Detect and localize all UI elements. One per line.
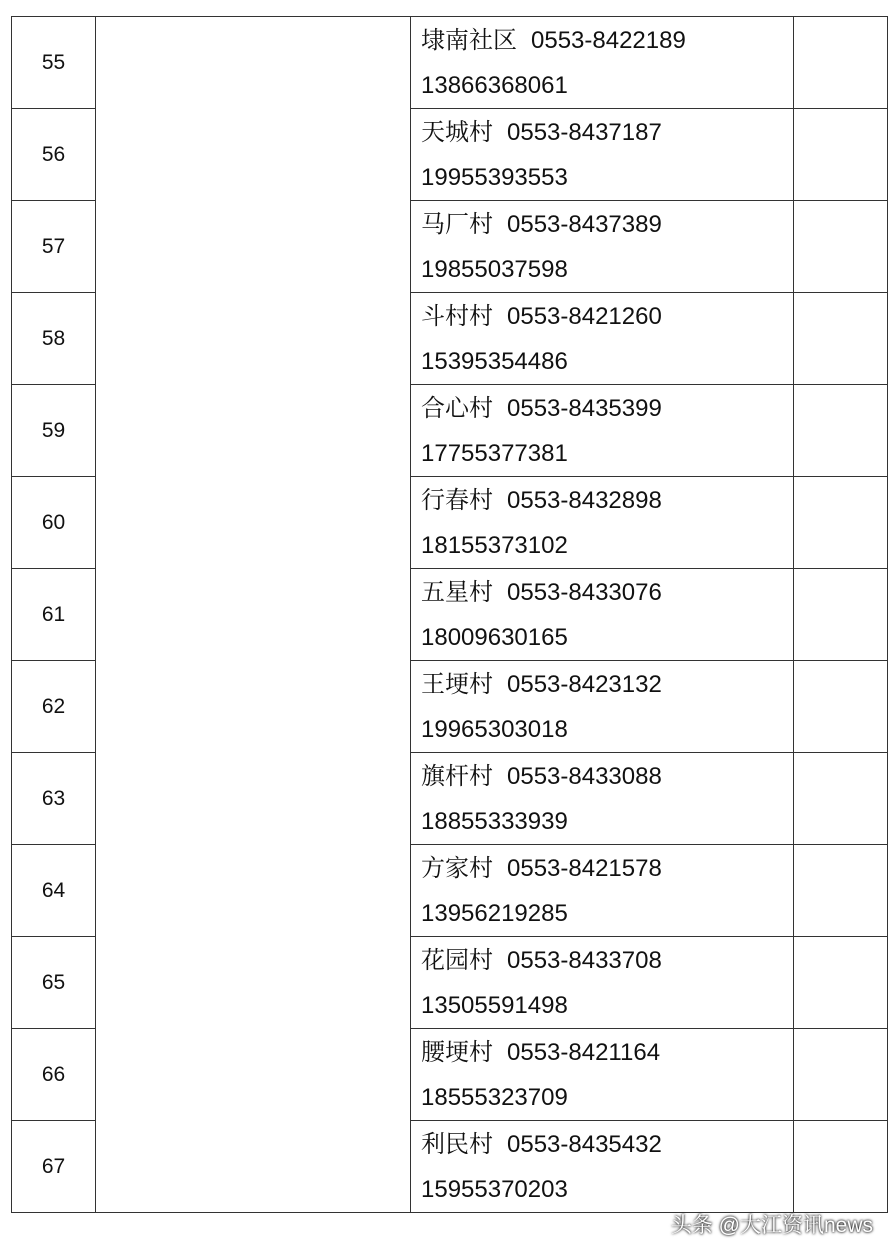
village-name: 埭南社区 bbox=[421, 26, 517, 54]
row-number: 64 bbox=[12, 845, 96, 937]
empty-cell bbox=[794, 845, 888, 937]
empty-cell bbox=[794, 1029, 888, 1121]
landline-phone: 0553-8437187 bbox=[507, 118, 662, 146]
mobile-phone: 13956219285 bbox=[421, 899, 568, 927]
contact-cell bbox=[411, 385, 794, 477]
landline-phone: 0553-8421260 bbox=[507, 302, 662, 330]
contact-line bbox=[421, 1122, 793, 1167]
contact-line bbox=[421, 386, 793, 431]
contact-cell bbox=[411, 753, 794, 845]
mobile-phone: 19965303018 bbox=[421, 715, 568, 743]
row-number: 65 bbox=[12, 937, 96, 1029]
row-number: 62 bbox=[12, 661, 96, 753]
row-number: 57 bbox=[12, 201, 96, 293]
row-number: 56 bbox=[12, 109, 96, 201]
contact-line bbox=[421, 294, 793, 339]
mobile-phone: 13505591498 bbox=[421, 991, 568, 1019]
village-name: 合心村 bbox=[421, 394, 493, 422]
contact-line bbox=[421, 18, 793, 63]
village-name: 花园村 bbox=[421, 946, 493, 974]
row-number: 58 bbox=[12, 293, 96, 385]
contact-line bbox=[421, 202, 793, 247]
row-number: 59 bbox=[12, 385, 96, 477]
landline-phone: 0553-8433088 bbox=[507, 762, 662, 790]
empty-cell bbox=[794, 293, 888, 385]
village-name: 五星村 bbox=[421, 578, 493, 606]
landline-phone: 0553-8437389 bbox=[507, 210, 662, 238]
landline-phone: 0553-8423132 bbox=[507, 670, 662, 698]
contact-line bbox=[421, 938, 793, 983]
village-name: 方家村 bbox=[421, 854, 493, 882]
contact-line bbox=[421, 478, 793, 523]
contact-line bbox=[421, 110, 793, 155]
merged-empty-cell bbox=[96, 17, 411, 1213]
contact-cell bbox=[411, 569, 794, 661]
mobile-phone: 17755377381 bbox=[421, 439, 568, 467]
contact-cell bbox=[411, 109, 794, 201]
mobile-phone: 18555323709 bbox=[421, 1083, 568, 1111]
mobile-phone: 18009630165 bbox=[421, 623, 568, 651]
contact-line bbox=[421, 570, 793, 615]
landline-phone: 0553-8432898 bbox=[507, 486, 662, 514]
landline-phone: 0553-8433708 bbox=[507, 946, 662, 974]
mobile-phone: 18855333939 bbox=[421, 807, 568, 835]
contact-cell bbox=[411, 661, 794, 753]
empty-cell bbox=[794, 109, 888, 201]
contact-cell bbox=[411, 1121, 794, 1213]
contact-line bbox=[421, 1030, 793, 1075]
row-number: 67 bbox=[12, 1121, 96, 1213]
village-name: 王埂村 bbox=[421, 670, 493, 698]
village-name: 利民村 bbox=[421, 1130, 493, 1158]
landline-phone: 0553-8421578 bbox=[507, 854, 662, 882]
landline-phone: 0553-8421164 bbox=[507, 1038, 661, 1066]
village-name: 行春村 bbox=[421, 486, 493, 514]
mobile-phone: 19955393553 bbox=[421, 163, 568, 191]
row-number: 60 bbox=[12, 477, 96, 569]
empty-cell bbox=[794, 661, 888, 753]
mobile-phone: 18155373102 bbox=[421, 531, 568, 559]
landline-phone: 0553-8435432 bbox=[507, 1130, 662, 1158]
contact-cell bbox=[411, 937, 794, 1029]
row-number: 61 bbox=[12, 569, 96, 661]
contact-line bbox=[421, 846, 793, 891]
empty-cell bbox=[794, 753, 888, 845]
mobile-phone: 15955370203 bbox=[421, 1175, 568, 1203]
row-number: 55 bbox=[12, 17, 96, 109]
empty-cell bbox=[794, 201, 888, 293]
contact-cell bbox=[411, 1029, 794, 1121]
village-name: 旗杆村 bbox=[421, 762, 493, 790]
contact-table bbox=[11, 16, 888, 1213]
village-name: 马厂村 bbox=[421, 210, 493, 238]
empty-cell bbox=[794, 569, 888, 661]
row-number: 66 bbox=[12, 1029, 96, 1121]
empty-cell bbox=[794, 937, 888, 1029]
mobile-phone: 13866368061 bbox=[421, 71, 568, 99]
contact-cell bbox=[411, 293, 794, 385]
village-name: 腰埂村 bbox=[421, 1038, 493, 1066]
contact-cell bbox=[411, 201, 794, 293]
row-number: 63 bbox=[12, 753, 96, 845]
village-name: 天城村 bbox=[421, 118, 493, 146]
landline-phone: 0553-8433076 bbox=[507, 578, 662, 606]
contact-cell bbox=[411, 845, 794, 937]
contact-line bbox=[421, 662, 793, 707]
mobile-phone: 19855037598 bbox=[421, 255, 568, 283]
landline-phone: 0553-8435399 bbox=[507, 394, 662, 422]
watermark: 头条 @大江资讯news bbox=[670, 1214, 873, 1237]
village-name: 斗村村 bbox=[421, 302, 493, 330]
empty-cell bbox=[794, 385, 888, 477]
contact-cell bbox=[411, 477, 794, 569]
landline-phone: 0553-8422189 bbox=[531, 26, 686, 54]
contact-cell bbox=[411, 17, 794, 109]
empty-cell bbox=[794, 477, 888, 569]
empty-cell bbox=[794, 1121, 888, 1213]
table-row bbox=[12, 17, 888, 109]
mobile-phone: 15395354486 bbox=[421, 347, 568, 375]
empty-cell bbox=[794, 17, 888, 109]
contact-line bbox=[421, 754, 793, 799]
